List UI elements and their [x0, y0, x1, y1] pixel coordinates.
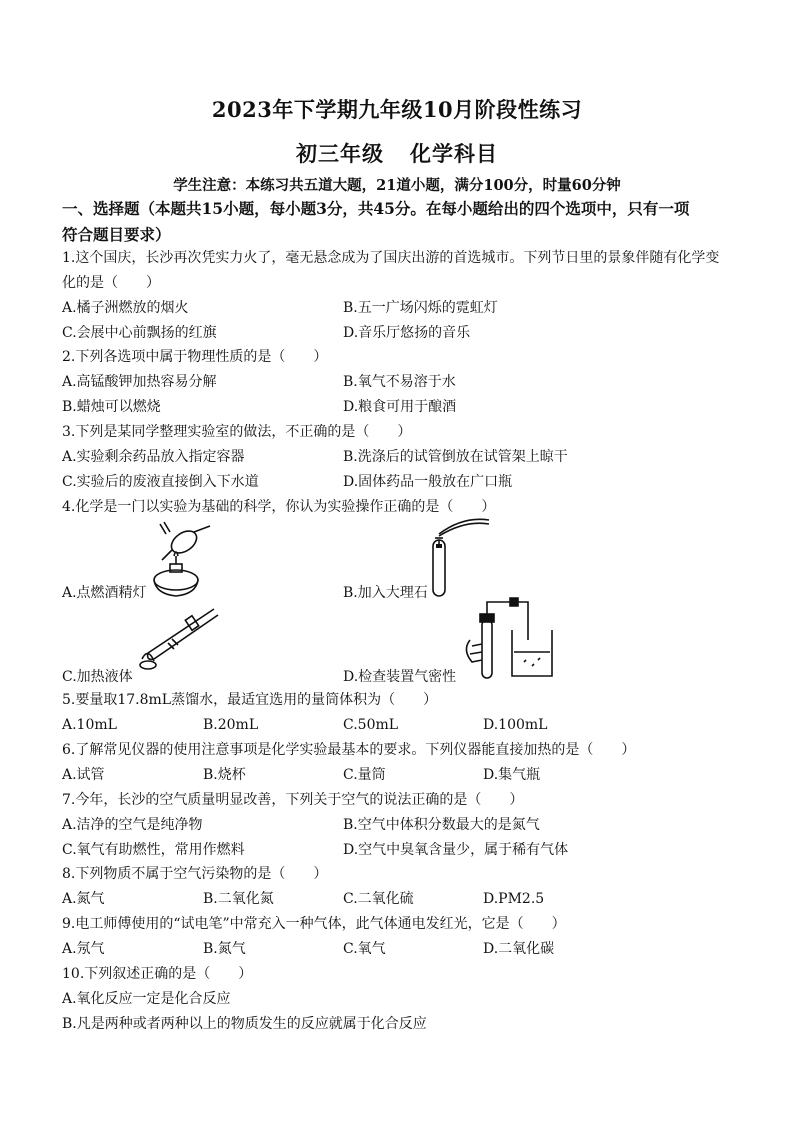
question-6-option-a: A.试管 [62, 767, 105, 783]
question-6-option-b: B.烧杯 [203, 767, 246, 783]
question-9-stem: 9.电工师傅使用的“试电笔”中常充入一种气体，此气体通电发红光，它是（ ） [62, 916, 566, 932]
question-3-option-d: D.固体药品一般放在广口瓶 [343, 474, 513, 490]
question-7-option-a: A.洁净的空气是纯净物 [62, 817, 203, 833]
airtightness-check-illustration [452, 600, 562, 680]
alcohol-lamp-lighting-illustration [138, 520, 218, 600]
section-heading-line-2: 符合题目要求） [62, 225, 171, 244]
question-10-stem: 10.下列叙述正确的是（ ） [62, 966, 253, 982]
question-8-option-a: A.氮气 [62, 891, 105, 907]
question-4-option-a: A.点燃酒精灯 [62, 585, 147, 601]
question-8-option-d: D.PM2.5 [483, 891, 545, 907]
question-1-option-d: D.音乐厅悠扬的音乐 [343, 325, 471, 341]
question-1-option-c: C.会展中心前飘扬的红旗 [62, 325, 217, 341]
question-7-option-c: C.氧气有助燃性，常用作燃料 [62, 842, 245, 858]
question-4-option-b: B.加入大理石 [343, 585, 428, 601]
question-6-option-d: D.集气瓶 [483, 767, 541, 783]
question-5-option-c: C.50mL [343, 717, 399, 733]
question-9-option-b: B.氮气 [203, 941, 246, 957]
question-7-option-d: D.空气中臭氧含量少，属于稀有气体 [343, 842, 569, 858]
question-5-option-d: D.100mL [483, 717, 548, 733]
question-6-stem: 6.了解常见仪器的使用注意事项是化学实验最基本的要求。下列仪器能直接加热的是（ ） [62, 742, 636, 758]
question-7-option-b: B.空气中体积分数最大的是氮气 [343, 817, 540, 833]
question-3-option-c: C.实验后的废液直接倒入下水道 [62, 474, 259, 490]
question-9-option-a: A.氖气 [62, 941, 105, 957]
question-5-option-a: A.10mL [62, 717, 117, 733]
question-1-stem-2: 化的是（ ） [62, 275, 160, 291]
exam-title: 2023年下学期九年级10月阶段性练习 [211, 97, 583, 122]
question-4-option-c: C.加热液体 [62, 669, 133, 685]
subject-label: 化学科目 [410, 141, 498, 166]
section-heading-line-1: 一、选择题（本题共15小题，每小题3分，共45分。在每小题给出的四个选项中，只有一项 [62, 199, 690, 218]
question-3-option-b: B.洗涤后的试管倒放在试管架上晾干 [343, 449, 568, 465]
question-7-stem: 7.今年，长沙的空气质量明显改善，下列关于空气的说法正确的是（ ） [62, 792, 524, 808]
section-heading [62, 196, 742, 248]
question-1-option-a: A.橘子洲燃放的烟火 [62, 300, 189, 316]
question-8-option-b: B.二氧化氮 [203, 891, 274, 907]
question-10-option-b: B.凡是两种或者两种以上的物质发生的反应就属于化合反应 [62, 1016, 427, 1032]
question-8-stem: 8.下列物质不属于空气污染物的是（ ） [62, 866, 328, 882]
question-2-stem: 2.下列各选项中属于物理性质的是（ ） [62, 349, 328, 365]
grade-label: 初三年级 [296, 141, 384, 166]
question-3-stem: 3.下列是某同学整理实验室的做法，不正确的是（ ） [62, 424, 412, 440]
question-2-option-a: A.高锰酸钾加热容易分解 [62, 374, 217, 390]
question-4-stem: 4.化学是一门以实验为基础的科学，你认为实验操作正确的是（ ） [62, 499, 496, 515]
question-6-option-c: C.量筒 [343, 767, 386, 783]
question-8-option-c: C.二氧化硫 [343, 891, 414, 907]
question-2-option-c: B.蜡烛可以燃烧 [62, 399, 161, 415]
question-2-option-d: D.粮食可用于酿酒 [343, 399, 457, 415]
question-5-option-b: B.20mL [203, 717, 259, 733]
adding-marble-illustration [425, 518, 495, 598]
question-9-option-c: C.氧气 [343, 941, 386, 957]
question-10-option-a: A.氧化反应一定是化合反应 [62, 991, 231, 1007]
student-notice: 学生注意：本练习共五道大题，21道小题，满分100分，时量60分钟 [173, 177, 621, 194]
question-5-stem: 5.要量取17.8mL蒸馏水，最适宜选用的量筒体积为（ ） [62, 692, 438, 708]
question-3-option-a: A.实验剩余药品放入指定容器 [62, 449, 245, 465]
exam-subtitle [0, 138, 794, 168]
heating-liquid-illustration [128, 603, 220, 671]
question-1-option-b: B.五一广场闪烁的霓虹灯 [343, 300, 498, 316]
question-9-option-d: D.二氧化碳 [483, 941, 555, 957]
question-1-stem-1: 1.这个国庆，长沙再次凭实力火了，毫无悬念成为了国庆出游的首选城市。下列节日里的景象伴随有化学变 [62, 250, 720, 266]
question-2-option-b: B.氧气不易溶于水 [343, 374, 456, 390]
question-4-option-d: D.检查装置气密性 [343, 669, 457, 685]
